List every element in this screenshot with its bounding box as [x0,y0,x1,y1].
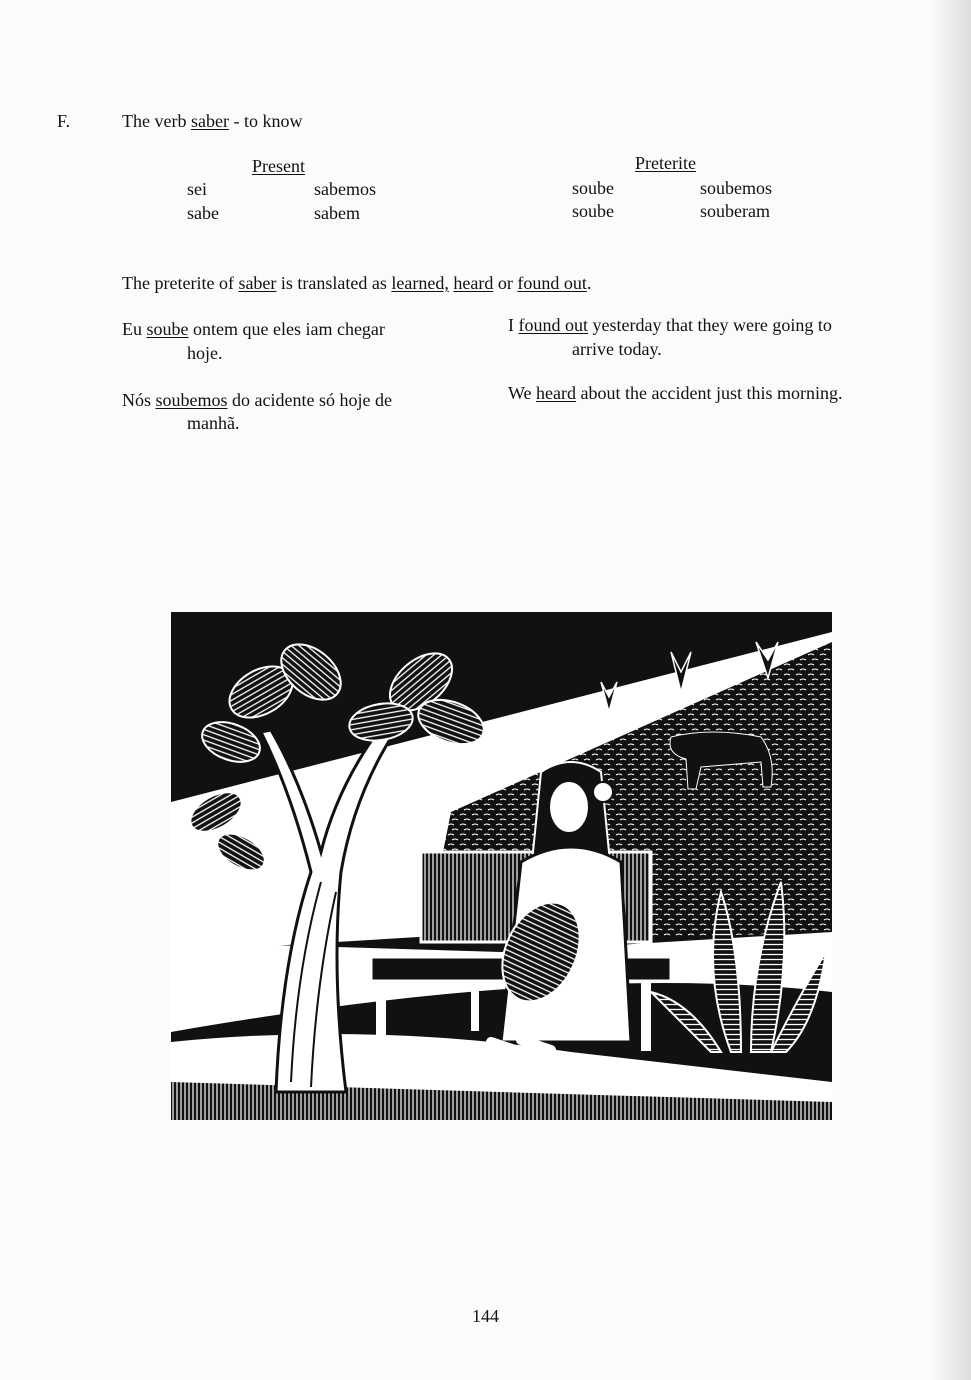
example-verb: soubemos [155,390,228,410]
title-suffix: - to know [228,111,303,131]
example-text: We [508,383,537,403]
note-text: or [493,273,518,293]
title-prefix: The verb [122,111,191,131]
preterite-form: souberam [700,201,770,221]
example-verb: heard [536,383,577,403]
example-text: I [508,315,519,335]
example-portuguese [122,389,392,411]
example-text: yesterday that they were going to [588,315,832,335]
page-number: 144 [472,1306,499,1326]
example-text: Nós [122,390,156,410]
section-letter: F. [57,111,71,131]
example-portuguese [122,318,385,340]
note-text: . [586,273,592,293]
present-form: sabe [187,203,219,223]
present-heading: Present [252,156,305,176]
note-text: is translated as [276,273,392,293]
present-form: sabemos [314,179,376,199]
example-verb: found out [518,315,588,335]
note-text: The preterite of [122,273,239,293]
example-portuguese-line2: hoje. [187,343,223,363]
preterite-form: soube [572,178,614,198]
preterite-heading: Preterite [635,153,696,173]
title-verb: saber [190,111,229,131]
woodcut-illustration [171,612,832,1120]
note-word-heard: heard [453,273,494,293]
preterite-form: soube [572,201,614,221]
example-english [508,382,842,404]
example-text: ontem que eles iam chegar [188,319,385,339]
example-english [508,314,832,336]
note-word-learned: learned, [391,273,449,293]
page-edge-shadow [931,0,971,1380]
example-text: do acidente só hoje de [227,390,392,410]
note-word-found-out: found out [517,273,587,293]
example-portuguese-line2: manhã. [187,413,240,433]
example-verb: soube [146,319,189,339]
present-form: sabem [314,203,360,223]
present-form: sei [187,179,207,199]
section-title [122,110,302,132]
translation-note [122,272,591,294]
note-word-saber: saber [238,273,277,293]
example-text: about the accident just this morning. [576,383,843,403]
preterite-form: soubemos [700,178,772,198]
example-english-line2: arrive today. [572,339,662,359]
example-text: Eu [122,319,147,339]
